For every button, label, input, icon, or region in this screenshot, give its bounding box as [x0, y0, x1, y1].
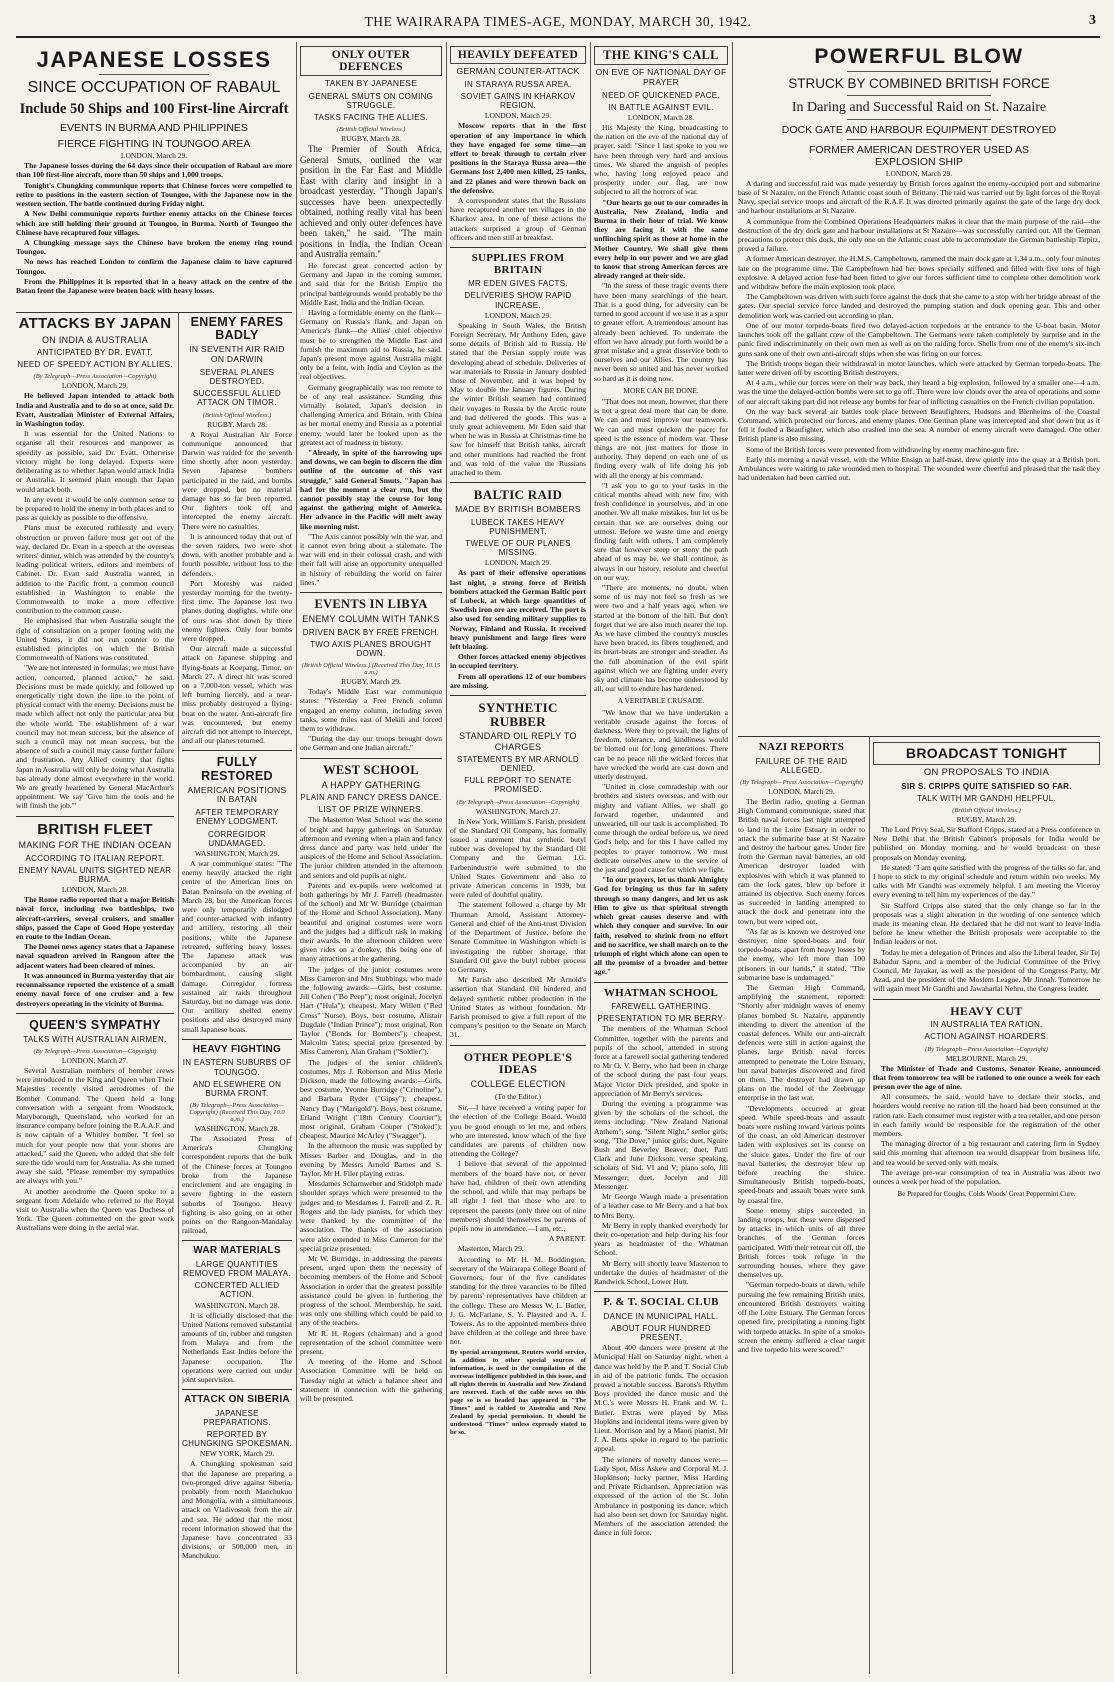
subhead: NEED OF SPEEDY ACTION BY ALLIES.: [17, 360, 173, 370]
headline: SYNTHETIC RUBBER: [478, 699, 558, 729]
paragraph: One of our motor torpedo-boats fired two delayed-action torpedoes at the entrance to the U-boat basin. Motor launches took off the gallant crew of the Campbeltown. The Germans were taken completely by surprise and in the panic fired indiscriminately on their own men as well as on the raiding force. Shells from one of the enemy's six-inch guns sank one of their own anti-aircraft ships when she was firing on our forces.: [738, 320, 1100, 358]
subhead: ACCORDING TO ITALIAN REPORT.: [25, 853, 165, 863]
paragraph: The Rome radio reported that a major British naval force, including two battleships, two aircraft-carriers, several cruisers, and smaller ships, passed the Cape of Good Hope yesterday en route to the Indian Ocean.: [16, 895, 174, 942]
story-broadcast-tonight: [873, 742, 1100, 994]
paragraph: The members of the Whatman School Committee, together with the parents and pupils of the school, attended in strong force at a farewell social gathering tendered to Mr O. V. Berry, who had been in charge of the school during the past four years. Major Victor Dick presided, and spoke in appreciation of Mr Berry's services.: [594, 1024, 728, 1098]
headline: BRITISH FLEET: [37, 820, 153, 838]
headline: BALTIC RAID: [473, 487, 563, 503]
paragraph: Mr Farish also described Mr Arnold's assertion that Standard Oil hindered and delayed synthetic rubber production in the United States as without foundation. Mr Farish promised to give a full report of the company's position to the Senate on March 31.: [450, 975, 586, 1040]
paragraph: From the Philippines it is reported that in a heavy attack on the centre of the Batan front the Japanese were beaten back with heavy losses.: [16, 276, 292, 295]
letter-signature: A PARENT.: [548, 1234, 586, 1244]
paragraph: The average pre-war consumption of tea in Australia was about two ounces a week per head of the population.: [873, 1167, 1100, 1187]
headline: WAR MATERIALS: [193, 1245, 281, 1257]
subhead: CONCERTED ALLIED ACTION.: [194, 1281, 280, 1300]
paragraph: A Chungking spokesman said that the Japanese are preparing a two-pronged drive against Siberia, probably from north Manchukuo and Mongolia, with a simultaneous attack on Vladivostok from the air and sea. He added that the most recent information showed that the Japanese have concentrated 33 divisions, or 500,000 men, in Manchukuo.: [182, 1459, 292, 1561]
subhead: SOVIET GAINS IN KHARKOV REGION.: [460, 92, 576, 111]
subhead: FORMER AMERICAN DESTROYER USED AS EXPLOSION SHIP: [809, 143, 1029, 168]
subhead: LIST OF PRIZE WINNERS.: [318, 805, 424, 815]
dateline: MELBOURNE, March 29.: [945, 1053, 1028, 1063]
paragraph: It is officially disclosed that the United Nations removed substantial amounts of tin, rubber and tungsten from Malaya and from the Netherlands East Indies before the Japanese occupation. The operations were carried out under joint supervision.: [182, 1310, 292, 1384]
wire-credit: (By Telegraph—Press Association—Copyright): [740, 778, 863, 786]
headline: HEAVY CUT: [950, 1003, 1023, 1018]
subhead: ACTION AGAINST HOARDERS.: [924, 1032, 1049, 1042]
story-fully-restored: [182, 756, 292, 1033]
subhead: IN EASTERN SUBURBS OF TOUNGOO.: [182, 1058, 292, 1077]
paragraph: The Premier of South Africa, General Smuts, outlined the war position in the Far East and Middle East with clarity and insight in a broadcast yesterday. "Though Japan's successes have been unexpectedly obtained, nothing really vital has been achieved and only outer defences have been taken," he said. "The main positions in India, the Indian Ocean and Australia remain.": [300, 144, 442, 260]
subhead: GENERAL SMUTS ON COMING STRUGGLE.: [308, 91, 434, 111]
paragraph: "During the day our troops brought down one German and one Italian aircraft.": [300, 734, 442, 753]
dateline: RUGBY, March 28.: [207, 419, 267, 429]
paragraph: "Our hearts go out to our comrades in Australia, New Zealand, India and Burma in their hour of trial. We know they are facing it with the same unflinching spirit as those at home in the Mother Country. We shall give them every help in our power and we are glad to know that strong American forces are already ranged at their side.: [594, 197, 728, 281]
headline: ATTACKS BY JAPAN: [18, 316, 172, 332]
dateline: NEW YORK, March 29.: [199, 1449, 275, 1459]
subhead: TAKEN BY JAPANESE: [324, 78, 418, 89]
subhead: SIR S. CRIPPS QUITE SATISFIED SO FAR.: [901, 781, 1072, 791]
headline: SUPPLIES FROM BRITAIN: [471, 252, 565, 276]
paragraph: Several Australian members of bomber crews were introduced to the King and Queen when Their Majesties recently visited aerodromes of the Bomber Command. The Queen held a long conversation with a sergeant from Woodstock, Maryborough, Queensland, who worked for an insurance company before joining the R.A.A.F. and is now captain of a Whitley bomber. "I feel so much for your people now that your shores are attacked," said the Queen, who added that she felt sure the tide would turn for Australia. As she turned away she said, "Please remember my sympathies are always with you.": [16, 1066, 174, 1186]
paragraph: A New Delhi communique reports further enemy attacks on the Chinese forces which are still holding their ground at Toungoo, in Burma. North of Toungoo the Chinese have recaptured four villages.: [16, 209, 292, 237]
paragraph: A correspondent states that the Russians have recaptured another ten villages in the Kharkov area. In one of these actions the attackers surprised a group of German officers and men still at breakfast.: [450, 196, 586, 242]
column-6a: [738, 742, 865, 1674]
paragraph: "That does not mean, however, that there is not a great deal more that can be done. We can and must improve our teamwork. We can and must quicken the pace; for speed is the essence of modern war. These things are not just matters for those in authority. They depend on each one of us finding every walk of life doing his job with all the energy at his command.: [594, 396, 728, 480]
subhead: TASKS FACING THE ALLIES.: [313, 113, 429, 123]
subhead: TWO AXIS PLANES BROUGHT DOWN.: [310, 639, 432, 658]
subhead: SINCE OCCUPATION OF RABAUL: [27, 79, 281, 97]
paragraph: From all operations 12 of our bombers are missing.: [450, 671, 586, 690]
paragraph: A former American destroyer, the H.M.S. Campbeltown, rammed the main dock gate at 1.34 a.m., only four minutes late on the programme time. The Campbeltown had her bows specially stiffened and filled with five tons of high explosive. A delayed action fuse had been fitted to give our forces sufficient time to complete other demolition work and withdraw before the main explosion took place.: [738, 254, 1100, 292]
paragraph: A Royal Australian Air Force communique announced that Darwin was raided for the seventh time shortly after noon yesterday. Seven Japanese bombers participated in the raid, and bombs were dropped, but no material damage has so far been reported. Our fighters took off and intercepted the enemy aircraft. There were no casualties.: [182, 429, 292, 531]
paragraph: Germany geographically was too remote to be of any real assistance. Standing thus virtually isolated, Japan's decision in challenging America and Britain, with China as her mortal enemy and Russia as a potential enemy, would later be looked upon as the greatest act of madness in history.: [300, 382, 442, 447]
headline: QUEEN'S SYMPATHY: [29, 1017, 161, 1032]
headline: ENEMY FARES BADLY: [190, 316, 284, 343]
story-powerful-blow: [738, 46, 1100, 734]
paragraph: "We know that we have undertaken a veritable crusade against the forces of darkness. Were they to prevail, the lights of freedom, tolerance, and kindliness would be blotted out for long generations. There can be no peace till the wicked forces that have wrecked the world are cast down and utterly destroyed.: [594, 707, 728, 782]
dateline: LONDON, March 29.: [885, 168, 953, 178]
paragraph: The Minister of Trade and Customs, Senator Keane, announced that from tomorrow tea will be rationed to one ounce a week for each person over the age of nine.: [873, 1063, 1100, 1092]
subhead: MADE BY BRITISH BOMBERS: [455, 503, 581, 514]
subhead: ABOUT FOUR HUNDRED PRESENT.: [611, 1323, 711, 1343]
column-1b: [182, 316, 292, 1674]
paragraph: "There are moments, no doubt, when some of us may not feel so fresh as we were two and a half years ago, when we started at the bottom of the hill. But don't forget that we are also much nearer the top. As we have climbed the country's muscles have been braced, its fibres toughened, and its heart-beats are stronger and steadier. As the full abomination of the evil spirit against which we are fighting under every sky and climate has become understood by all, our will to endure has hardened.: [594, 582, 728, 694]
headline: JAPANESE LOSSES: [36, 48, 272, 72]
story-only-outer-defences: [300, 46, 442, 587]
letter-heading: (To the Editor.): [495, 1092, 541, 1102]
subhead: LUBECK TAKES HEAVY PUNISHMENT.: [471, 517, 565, 536]
paragraph: The German High Command, amplifying the statement, reported: "Shortly after midnight waves of enemy planes bombed St. Nazaire, apparently intending to divert the attention of the coastal defences. While our anti-aircraft defences were still in action against the planes, large British naval forces attempted to penetrate the Loire Estuary, but naval batteries discovered and fired on them. The destroyer had drawn up plans on the model of the Zeebrugge enterprise in the last war.: [738, 982, 865, 1103]
paragraph: The British troops began their withdrawal in motor launches, which were attacked by German torpedo-boats. The latter were driven off by escorting British destroyers.: [738, 358, 1100, 377]
subhead: DRIVEN BACK BY FREE FRENCH.: [302, 627, 440, 637]
paragraph: The Lord Privy Seal, Sir Stafford Cripps, stated at a Press conference in New Delhi that the British Cabinet's proposals for India would be published on Monday morning, and he would broadcast on these proposals on Monday evening.: [873, 824, 1100, 862]
subhead: TALK WITH MR GANDHI HELPFUL.: [917, 793, 1056, 803]
dateline: LONDON, March 29.: [120, 151, 188, 161]
paragraph: Mr Berry will shortly leave Masterton to undertake the duties of headmaster of the Randwick School, Lower Hutt.: [594, 1258, 728, 1286]
story-enemy-fares-badly: [182, 316, 292, 745]
paragraph: No news has reached London to confirm the Japanese claim to have captured Toungoo.: [16, 257, 292, 276]
headline: ONLY OUTER DEFENCES: [300, 46, 442, 76]
paragraph: On the way back several air battles took place between Beaufighters, Hudsons and Blenheims of the Coastal Command, which protected our forces, and enemy planes. One German plane was intercepted and shot down but as it fell it fouled a Beaufighter, which also crashed into the sea. A number of enemy aircraft were damaged. One other British plane is also missing.: [738, 406, 1100, 444]
paragraph: "United in close comradeship with our brothers and sisters overseas, and with our mighty and valiant Allies, we shall go forward together, undaunted and unwearied, till our task is accomplished. To come through the ordeal before us, we need God's help, and for this I have called my peoples to prayer tomorrow. We must dedicate ourselves anew to the service of the just and good cause for which we fight.: [594, 782, 728, 875]
subhead: NEED OF QUICKENED PACE.: [602, 90, 720, 100]
paragraph: He believed Japan intended to attack both India and Australia and to do so at once, said Dr. Evatt, Australian Minister of External Affairs, in Washington today.: [16, 391, 174, 429]
headline: FULLY RESTORED: [201, 755, 273, 783]
subhead: EVENTS IN BURMA AND PHILIPPINES: [60, 122, 248, 135]
dateline: WASHINGTON, March 28.: [194, 1300, 280, 1310]
paragraph: "Developments occurred at great speed. While speed-boats and assault boats were rushing toward various points of the coast, an old American destroyer laden with explosives set its course on the sluice gates. Under the fire of our naval batteries, the destroyer blew up before reaching the sluice. Simultaneously British torpedo-boats, speed-boats and assault boats were sunk by coastal fire.: [738, 1103, 865, 1205]
subhead: DELIVERIES SHOW RAPID INCREASE.: [464, 291, 572, 310]
dateline: WASHINGTON, March 27.: [475, 806, 561, 816]
paragraph: "I ask you to go to your tasks in the critical months ahead with new fire, with fresh confidence in yourselves, and in one another. We all make mistakes, but let us be certain that we are ourselves doing our utmost. Before we waste time and energy finding fault with others, I am completely sure that however steep or stony the path ahead of us may be, we shall continue, as always in our history, resolute and cheerful on our way.: [594, 480, 728, 582]
subhead: LARGE QUANTITIES REMOVED FROM MALAYA.: [183, 1259, 291, 1278]
headline: NAZI REPORTS: [758, 742, 845, 753]
paragraph: Speaking in South Wales, the British Foreign Secretary, Mr Anthony Eden, gave some details of British aid to Russia. He stated that the Persian supply route was developing ahead of schedule. Deliveries of war materials to Russia in January doubled those of November, and it was hoped by May to double the January figures. During the winter British seamen had continued their voyages to Russia by the Arctic route and had delivered the goods. This was a truly great achievement. Mr Eden said that when he was in Russia at Christmas time he saw for himself that British tanks, aircraft and other munitions had reached the front and was told of the value the Russians attached to them.: [450, 320, 586, 477]
paragraph: Masterton, March 29.: [458, 1244, 524, 1254]
headline: WEST SCHOOL: [323, 762, 419, 777]
masthead-title: THE WAIRARAPA TIMES-AGE, MONDAY, MARCH 30, 1942.: [364, 14, 752, 29]
subhead: IN STARAYA RUSSA AREA.: [464, 79, 572, 89]
paragraph: Our aircraft made a successful attack on Japanese shipping and flying-boats at Koepang, Timor, on March 27. A direct hit was scored on a 7,000-ton vessel, which was left burning fiercely, and a near-miss probably destroyed a flying-boat on the water. Anti-aircraft fire was encountered, but enemy aircraft did not attempt to intercept, and all our planes returned.: [182, 644, 292, 746]
dateline: LONDON, March 29.: [484, 310, 552, 320]
paragraph: "German torpedo-boats at dawn, while pursuing the few remaining British units, encountered British destroyers waiting off the Loire Estuary. The German forces opened fire, precipitating a running fight with torpedo attacks. In spite of a smoke-screen the enemy suffered a clear target and five torpedo hits were scored.": [738, 1280, 865, 1354]
paragraph: Plans must be executed ruthlessly and every obstruction or proven failure must get out of the way, declared Dr. Evatt in a speech at the overseas writers' dinner, which was attended by the country's leading political writers, editors and members of Cabinet. Dr. Evatt said Australia wanted, in addition to the Pacific front, a common council established in Washington to enable the Commonwealth to make a more effective contribution to the common cause.: [16, 523, 174, 616]
paragraph: At another aerodrome the Queen spoke to a sergeant from Adelaide who referred to the Royal visit to Australia when the Queen was Duchess of York. The Queen commented on the great work Australians were doing in the aerial war.: [16, 1186, 174, 1233]
wire-credit: (By Telegraph—Press Association—Copyright): [33, 373, 157, 381]
wire-credit: (By Telegraph—Press Association—Copyright): [925, 1045, 1048, 1053]
subhead: MAKING FOR THE INDIAN OCEAN: [18, 840, 172, 851]
crosshead: A VERITABLE CRUSADE.: [617, 696, 705, 706]
headline: THE KING'S CALL: [594, 46, 728, 65]
dateline: RUGBY, March 28.: [341, 134, 401, 144]
subhead: DOCK GATE AND HARBOUR EQUIPMENT DESTROYED: [781, 123, 1057, 136]
paragraph: Mesdames Scharnweber and Stidolph made shoulder sprays which were presented to the judges and to Mesdames J. Farrell and Z. R. Rogers and the lady pianists, for which they were thanked by the committee of the association. The thanks of the association were also extended to Miss Cameron for the special prize presented.: [300, 1179, 442, 1253]
paragraph: Some of the British forces were prevented from withdrawing by enemy machine-gun fire.: [746, 444, 1019, 454]
column-rule: [296, 42, 297, 1674]
story-other-peoples-ideas: [450, 1051, 586, 1437]
advertisement: Be Prepared for Coughs, Colds Woods' Great Peppermint Cure.: [897, 1190, 1076, 1199]
subhead: TWELVE OF OUR PLANES MISSING.: [465, 538, 571, 558]
story-kings-call: [594, 46, 728, 977]
paragraph: In any event it would be only common sense to be prepared to hold the enemy in both places and to pass as quickly as possible to the offensive.: [16, 494, 174, 523]
subhead: ON INDIA & AUSTRALIA: [41, 334, 149, 345]
paragraph: His Majesty the King, broadcasting to the nation on the eve of the national day of prayer, said: "Since I last spoke to you we have been through very hard and anxious times. We shared the anguish of peoples who, having long enjoyed peace and prosperity under our flag, are now subjected to all the horrors of war.: [594, 123, 728, 197]
column-6b: [873, 742, 1100, 1674]
paragraph: "Already, in spite of the harrowing ups and downs, we can begin to discern the dim outline of the outcome of this vast struggle," said General Smuts. "Japan has had for the moment a clear run, but the cannot possibly stay the course for long against the gathering might of America. Her advance in the Pacific will melt away like morning mist.: [300, 448, 442, 531]
crosshead: MORE CAN BE DONE.: [623, 385, 699, 395]
paragraph: A daring and successful raid was made yesterday by British forces against the enemy-occupied port and submarine base of St Nazaire, on the French Atlantic coast south of Brittany. The raid was carried out by light forces of the Royal Navy, special service troops and aircraft of the R.A.F. It was directed primarily against the gate of the large dry dock and harbour installations at St Nazaire.: [738, 178, 1100, 216]
story-attack-on-siberia: [182, 1395, 292, 1560]
subhead: AFTER TEMPORARY ENEMY LODGMENT.: [195, 808, 279, 827]
paragraph: Moscow reports that in the first operation of any importance in which they have engaged for some time—an effort to break through to certain river positions in the Staraya Russa area—the Germans lost 2,400 men killed, 25 tanks, and 22 planes and were thrown back on the defensive.: [450, 121, 586, 195]
masthead: [16, 8, 1100, 38]
paragraph: He stated: "I am quite satisfied with the progress of the talks so far, and I hope to stick to my original schedule and return within two weeks. My talks with Mr Gandhi was extremely helpful. I am meeting the Viceroy every evening to tell him my experiences of the day.": [873, 862, 1100, 900]
dateline: LONDON, March 29.: [484, 558, 552, 568]
subhead: IN AUSTRALIA TEA RATION.: [930, 1020, 1043, 1030]
headline: P. & T. SOCIAL CLUB: [603, 1296, 719, 1309]
footnote: By special arrangement, Reuters world service, in addition to other special sources of information, is used in the compilation of the overseas intelligence published in this issue, and all rights therein in Australia and New Zealand are reserved. Each of the cable news on this page so is so headed has appeared in "The Times" and is cabled to Australia and New Zealand by special permission. It should be understood "Times" unless expressly stated to be so.: [450, 1348, 586, 1436]
subhead: DANCE IN MUNICIPAL HALL.: [603, 1311, 719, 1321]
subhead: JAPANESE PREPARATIONS.: [203, 1408, 271, 1427]
paragraph: A meeting of the Home and School Association Committee will be held on Tuesday night at which a balance sheet and statement in connection with the gathering will be presented.: [300, 1357, 442, 1403]
column-rule: [446, 42, 447, 1674]
story-events-in-libya: [300, 598, 442, 752]
paragraph: Having a formidable enemy on the flank—Germany on Russia's flank, and Japan on America's flank—the Allies' chief objective must be to strengthen the Middle East and furnish the maximum aid to Russia, he said. Japan's present move against Australia might only be a feint, with India and Ceylon as the real objectives.: [300, 307, 442, 382]
headline: HEAVILY DEFEATED: [450, 46, 586, 64]
subhead: PLAIN AND FANCY DRESS DANCE.: [300, 792, 442, 802]
paragraph: Some enemy ships succeeded in landing troops, but these were dispersed by attacks in which units of all three branches of the German forces participated. With their retreat cut off, the British forces took refuge in the surrounding houses, where they gave themselves up.: [738, 1205, 865, 1280]
wire-credit: (British Official Wireless.): [952, 806, 1021, 814]
paragraph: "In the stress of these tragic events there have been many searchings of the heart. That is a good thing, for adversity can be turned to good account if we use it as a spur to greater effort. A tremendous amount has already been achieved. To underrate the effort we have already put forth would be a great mistake and a great disservice both to ourselves and our Allies. The country has never been so united and has never worked so hard as it is doing now.: [594, 281, 728, 383]
column-rule: [869, 737, 870, 1674]
paragraph: All consumers, he said, would have to declare their stocks, and hoarders would receive no ration till the hoard had been consumed at the ration rate. Each consumer must register with a tea retailer, and one person in each family would be responsible for the registration of the other members.: [873, 1092, 1100, 1139]
subhead: ON EVE OF NATIONAL DAY OF PRAYER: [595, 67, 727, 87]
paragraph: "The Axis cannot possibly win the war, and it cannot even bring about a stalemate. The war will end in their colossal crash, and with their fall will arise an opportunity unequalled in history of rebuilding the world on fairer lines.": [300, 531, 442, 587]
subhead: FAREWELL GATHERING.: [611, 1002, 711, 1012]
column-5: [594, 46, 728, 1674]
paragraph: It was essential for the United Nations to organise all their resources and manpower as speedily as possible, said Dr. Evatt. Otherwise victory might be long delayed. Experts were deliberating as to whether Japan would attack India or Australia. It seemed plain enough that Japan would attack both.: [16, 429, 174, 494]
paragraph: Mr R. H. Rogers (chairman) and a good representation of the school committee were present.: [300, 1328, 442, 1356]
subhead: STRUCK BY COMBINED BRITISH FORCE: [788, 76, 1050, 92]
paragraph: Parents and ex-pupils were welcomed at both gatherings by Mr J. Farrell (headmaster of the school) and Mr W. Burridge (chairman of the Home and School Association). Many beautiful and original costumes were worn and the judges had a difficult task in making their awards. In the afternoon children were given rides on a donkey, this being one of many attractions at the gathering.: [300, 880, 442, 964]
subhead: IN BATTLE AGAINST EVIL.: [608, 102, 714, 112]
dateline: RUGBY, March 29.: [341, 677, 401, 687]
dateline: LONDON, March 27.: [61, 1056, 129, 1066]
subhead: FIERCE FIGHTING IN TOUNGOO AREA: [57, 138, 251, 151]
story-whatman-school: [594, 988, 728, 1287]
story-supplies-from-britain: [450, 253, 586, 477]
column-1a: [16, 316, 174, 1674]
column-rule: [732, 42, 733, 1674]
wire-credit: (By Telegraph—Press Association—Copyright) (Received This Day, 10.0 a.m.): [189, 1102, 285, 1124]
story-war-materials: [182, 1246, 292, 1384]
wire-credit: (British Official Wireless.) (Received This Day, 10.15 a.m.): [301, 662, 441, 677]
dateline: WASHINGTON, March 29.: [194, 848, 280, 858]
paragraph: He forecast great concerted action by Germany and Japan in the coming summer, and said that for the British Empire the principal battlegrounds would probably be the Middle East, India and the Indian Ocean.: [300, 260, 442, 307]
wire-credit: (British Official Wireless.): [336, 126, 406, 134]
paragraph: Port Moresby was raided yesterday morning for the twenty-first time. The Japanese lost two planes during dogfights, while one of ours was shot down by three enemy fighters. Only four bombs were dropped.: [182, 578, 292, 643]
dateline: LONDON, March 29.: [484, 111, 552, 121]
wire-credit: (By Telegraph—Press Association—Copyright): [456, 798, 580, 806]
wire-credit: (By Telegraph—Press Association—Copyright): [33, 1048, 157, 1056]
column-4: [450, 46, 586, 1674]
subhead: FULL REPORT TO SENATE PROMISED.: [464, 776, 572, 795]
dateline: LONDON, March 29.: [768, 786, 835, 796]
paragraph: The Campbeltown was driven with such force against the dock that she came to a stop with her bridge abreast of the gates. Our special service force landed and destroyed the pumping station and dock opening gear. This and other demolition work was carried out according to plan.: [738, 292, 1100, 320]
paragraph: In New York, William S. Farish, president of the Standard Oil Company, has formally issued a statement that synthetic butyl rubber was developed by the Standard Oil Company and the German I.G. Farbenindustrie were submitted to the United States Government and also to private American concerns in 1939, but were ruled of doubtful quality.: [450, 816, 586, 900]
paragraph: It is announced today that out of the seven raiders, two were shot down, with another probable and a fourth possible, without loss to the defenders.: [182, 531, 292, 578]
paragraph: The statement followed a charge by Mr Thurman Arnold, Assistant Attorney-General and chief of the Anti-trust Division of the Department of Justice, before the Senate Committee in Washington which is investigating the rubber shortage, that Standard Oil gave the butyl rubber process to Germany.: [450, 900, 586, 974]
paragraph: The judges of the junior costumes were Miss Cameron and Mrs Stubbings, who made the following awards:—Girls, best costume, Jill Cohen ("Bo Peep"); most original, Jocelyn Hart ("Hula"); cheapest, Mary Willett ("Red Cross" Nurse). Boys, best costume, Alistair Dugdale ("Indian Prince"); most original, Ron Taylor ("Bonds for Bombers"); cheapest, Malcolm Yates; special prize (presented by Miss Cameron), Alan Graham ("Soldier").: [300, 964, 442, 1057]
story-british-fleet: [16, 822, 174, 1008]
paragraph: Sir,—I have received a voting paper for the election of the College Board. Would you be good enough to let me, and others who are interested, know which of the five candidates are parents of children now attending the College?: [450, 1103, 586, 1159]
story-heavily-defeated: [450, 46, 586, 242]
paragraph: The managing director of a big restaurant and catering firm in Sydney said this morning that afternoon tea would disappear from business life, and tea would be served only with meals.: [873, 1139, 1100, 1167]
headline: POWERFUL BLOW: [814, 46, 1024, 68]
paragraph: During the evening a programme was given by the scholars of the school, the items including: "New Zealand National Anthem"; song, "Silent Night," senior girls; song, "The Dove," junior girls; duet, Nguire Bush and Beverley Beaver; duet, Patti Clark and June Dickson; verse speaking, scholars of Std. VI and V; piano solo, Jill Messenger; duet, Jocelyn and Jill Messenger.: [594, 1099, 728, 1191]
subhead: PRESENTATION TO MR BERRY.: [597, 1014, 725, 1024]
subhead: Include 50 Ships and 100 First-line Aircraft: [19, 101, 289, 118]
paragraph: "We are not interested in formulas; we must have action, concerted, planned action," he said. Decisions must be made quickly, and followed up energetically right down the line to the point of physical contact with the enemy. Decisions must be made which affect not only the particular area but the whole world. The establishment of a war council may not mean success, but the absence of such a council may not mean success, but the absence of such a council may cause further failure and frustration. Any Allied country that fights Japan in Australia will only be doing what Australia has already done almost everywhere in the world. We are greatly heartened by General MacArthur's appointment. We say 'Give him the tools and he will finish the job.'": [16, 663, 174, 811]
subhead: ON PROPOSALS TO INDIA: [923, 766, 1050, 778]
subhead: STANDARD OIL REPLY TO CHARGES: [459, 731, 577, 752]
paragraph: Mr George Waugh made a presentation of a leather case to Mr Berry and a hat box to Mrs Berry.: [594, 1192, 728, 1220]
paragraph: As part of their offensive operations last night, a strong force of British bombers attacked the German Baltic port of Lubeck, at which large quantities of Swedish iron ore are received. The port is also used for sending military supplies to Norway, Finland and Russia. It received heavy punishment and large fires were left blazing.: [450, 568, 586, 651]
subhead: In Daring and Successful Raid on St. Nazaire: [791, 99, 1047, 115]
dateline: RUGBY, March 29.: [956, 814, 1017, 824]
subhead: FAILURE OF THE RAID ALLEGED.: [755, 756, 848, 775]
story-japanese-losses: [16, 48, 292, 310]
story-attacks-by-japan: [16, 316, 174, 811]
dateline: LONDON, March 28.: [627, 113, 695, 123]
story-west-school: [300, 764, 442, 1404]
column-rule: [590, 42, 591, 1674]
subhead: ENEMY NAVAL UNITS SIGHTED NEAR BURMA.: [18, 865, 172, 885]
subhead: SUCCESSFUL ALLIED ATTACK ON TIMOR.: [193, 389, 281, 408]
story-synthetic-rubber: [450, 701, 586, 1040]
paragraph: The winners of novelty dances were:—Lady Spot, Miss Askew and Corporal M. J. Hopkinson; lucky partner, Miss Harding and Private Richardson. Appreciation was expressed of the action of the St. John Ambulance in postponing its dance, which had also been set down for Saturday night. Members of the association attended the dance in full force.: [594, 1454, 728, 1538]
subhead: STATEMENTS BY MR ARNOLD DENIED.: [456, 754, 580, 774]
paragraph: He emphasised that when Australia sought the right of consultation on a proper footing with the United States, it did not run counter to the established principles on which the British Commonwealth of Nations was constituted.: [16, 616, 174, 663]
paragraph: The Domei news agency states that a Japanese naval squadron arrived in Rangoon after the adjacent waters had been cleared of mines.: [16, 942, 174, 970]
paragraph: According to Mr H. M. Boddington, secretary of the Wairarapa College Board of Governors, four of the five candidates standing for the three vacancies to be filled by parents' representatives have children at the college. These are Messrs W. L. Butler, J. G. McFarlane, S. Y. Playsted and A. J. Towers. As to the appointed members three have children at the college and three have not.: [450, 1254, 586, 1347]
paragraph: Mr Berry in reply thanked everybody for their co-operation and help during his four years as headmaster of the Whatman School.: [594, 1220, 728, 1258]
subhead: ANTICIPATED BY DR. EVATT.: [36, 348, 154, 358]
story-nazi-reports: [738, 742, 865, 1354]
paragraph: Tonight's Chungking communique reports that Chinese forces were compelled to retire to positions in the eastern section of Toungoo, with the Japanese now in the western section. The battle continued during Friday night.: [16, 180, 292, 209]
paragraph: The Japanese losses during the 64 days since their occupation of Rabaul are more than 100 first-line aircraft, more than 50 ships and 1,000 troops.: [16, 161, 292, 180]
headline: ATTACK ON SIBERIA: [184, 1394, 290, 1406]
headline: OTHER PEOPLE'S IDEAS: [463, 1049, 573, 1077]
paragraph: The judges of the senior children's costumes, Mrs J. Robertson and Miss Merle Dickson, made the following awards:—Girls, best costume, Yvonne Burridge ("Crinoline"), and Barbara Ryder ("Gipsy"); cheapest, Nancy Day ("Marigold"). Boys, best costume, Erland Wright ("18th Century Courtier"); most original, Graham Couper ("Stoked"); cheapest, Maurice McArley ("Swagger").: [300, 1057, 442, 1141]
paragraph: I believe that several of the appointed members of the board have not, or never have had, children of their own attending the school, and while that may perhaps be all right I feel that those who are to represent the parents (only three out of nine members) should themselves be parents of pupils now in attendance.—I am, etc.,: [450, 1159, 586, 1233]
paragraph: "In our prayers, let us thank Almighty God for bringing us thus far in safety through so many dangers, and let us ask Him to give us that spiritual strength which great causes deserve and with which they conquer and survive. In our faith, resolved to shrink from no effort and no sacrifice, we shall march on to the triumph of right which alone can open to all the promise of a broader and better age.": [594, 875, 728, 977]
story-baltic-raid: [450, 488, 586, 690]
subhead: AND ELSEWHERE ON BURMA FRONT.: [192, 1079, 282, 1098]
paragraph: Early this morning a naval vessel, with the White Ensign at half-mast, drew quietly into the quay at a British port. Ambulances were waiting to take wounded men to hospital. The wounded were cheerful and pleased that the task they had undertaken had been carried out.: [738, 454, 1100, 483]
paragraph: About 400 dancers were present at the Municipal Hall on Saturday night, when a dance was held by the P. and T. Social Club in aid of the patriotic funds. The occasion proved a notable success. Barons's Rhythm Boys provided the dance music and the M.C.'s were Messrs H. Frank and W. L. Butler. Extras were played by Miss Hopkins and incidental items were given by Lieut. Morrison and by a Maori pianist. Mr J. A. Betts spoke in regard to the patriotic appeal.: [594, 1343, 728, 1454]
story-heavy-cut: [873, 1005, 1100, 1200]
dateline: LONDON, March 28.: [61, 885, 129, 895]
paragraph: Today's Middle East war communique states: "Yesterday a Free French column engaged an enemy column, including seven tanks, some miles east of Mekili and forced them to withdraw.: [300, 687, 442, 733]
headline: WHATMAN SCHOOL: [603, 986, 719, 999]
paragraph: A war communique states: "The enemy heavily attacked the right centre of the American lines on Batan Peninsula on the evening of March 28, but the American forces were only temporarily dislodged and counter-attacked with infantry and artillery, restoring all their positions, while the Japanese retreated, suffering heavy losses. The Japanese attack was accompanied by an air bombardment, causing slight damage. Corregidor fortress sustained air raids throughout Saturday, but no damage was done. Our artillery shelled enemy positions and also destroyed many small Japanese boats.: [182, 858, 292, 1034]
subhead: MR EDEN GIVES FACTS.: [468, 279, 568, 289]
paragraph: The Berlin radio, quoting a German High Command communique, stated that British naval forces last night attempted to land in the Loire Estuary in order to attack the submarine base at St Nazaire and destroy the harbour gates. Under fire from the German naval batteries, an old American destroyer loaded with explosives with which it was planned to ram the lock gates, blew up before it attained its objective. Such enemy forces as succeeded in landing attempted to attack the dock and penetrate into the town, but were wiped out.: [738, 796, 865, 926]
headline: HEAVY FIGHTING: [192, 1043, 282, 1055]
subhead: TALKS WITH AUSTRALIAN AIRMEN.: [23, 1034, 167, 1044]
story-body: [16, 160, 292, 295]
paragraph: Sir Stafford Cripps also stated that the only change so far in the proposals was a slight alteration in the wording of one sentence which made its meaning clear. He declared that he did not want to leave India before he knew whether the British proposals were acceptable to the Indian leaders or not.: [873, 900, 1100, 947]
paragraph: At 4 a.m., while our forces were on their way back, they heard a big explosion, followed by a smaller one—4 a.m. was the time the delayed-action bombs were set to go off. There were low clouds over the area of operations and some of our aircraft taking part did not release any bombs for fear of inflicting casualties on the French civilian population.: [738, 378, 1100, 406]
paragraph: It was announced in Burma yesterday that air reconnaissance reported the existence of a small enemy naval force of one cruiser and a few destroyers operating in the vicinity of Burma.: [16, 970, 174, 1008]
paragraph: Other forces attacked enemy objectives in occupied territory.: [450, 652, 586, 671]
paragraph: Today he met a delegation of Princes and also the Liberal leader, Sir Tej Bahadur Sapru, and a member of the Judicial Committee of the Privy Council, Mr Jayakar, as well as the president of the Congress Party, Mr Azad, and the president of the Moslem League, Mr Jinnah. Tomorrow he will again meet Mr Gandhi and Jawaharlal Nehru, the Congress leader.: [873, 947, 1100, 994]
column-3: [300, 46, 442, 1674]
page-number: 3: [1089, 13, 1096, 28]
paragraph: A Chungking message says the Chinese have broken the enemy ring round Toungoo.: [16, 237, 292, 257]
subhead: COLLEGE ELECTION: [470, 1078, 566, 1089]
subhead: GERMAN COUNTER-ATTACK: [456, 66, 580, 77]
story-heavy-fighting: [182, 1045, 292, 1235]
paragraph: A communique from the Combined Operations Headquarters makes it clear that the main purpose of the raid—the destruction of the dry dock gate and harbour installations at St Nazaire—was successfully carried out. All the German precautions to protect this dock, the only one on the Atlantic coast able to accommodate the German battleship Tirpitz, proved a failure.: [738, 216, 1100, 254]
paragraph: The Associated Press of America's Chungking correspondent reports that the bulk of the Chinese forces at Toungoo broke from the Japanese encirclement and are engaging in severe fighting in the eastern suburbs of Toungoo. Heavy fighting is also going on at other points on the Rangoon-Mandalay railroad.: [182, 1134, 292, 1236]
subhead: A HAPPY GATHERING: [321, 779, 421, 790]
dateline: WASHINGTON, March 28.: [194, 1124, 280, 1134]
subhead: REPORTED BY CHUNGKING SPOKESMAN.: [182, 1430, 292, 1449]
paragraph: "As far as is known we destroyed one destroyer, nine speed-boats and four torpedo-boats, apart from heavy losses by the enemy, who left more than 100 prisoners in our hands," it stated. "The submarine base is undamaged.": [738, 926, 865, 982]
subhead: AMERICAN POSITIONS IN BATAN: [187, 784, 287, 805]
paragraph: The Masterton West School was the scene of bright and happy gatherings on Saturday afternoon and evening when a plain and fancy dress dance and party was held under the auspices of the Home and School Association. The junior children attended in the afternoon and seniors and old pupils at night.: [300, 815, 442, 880]
column-rule: [178, 312, 179, 1674]
story-queens-sympathy: [16, 1019, 174, 1233]
dateline: LONDON, March 29.: [61, 381, 129, 391]
story-pt-social-club: [594, 1297, 728, 1537]
subhead: SEVERAL PLANES DESTROYED.: [199, 367, 275, 386]
subhead: ENEMY COLUMN WITH TANKS: [302, 614, 440, 625]
wire-credit: (British Official Wireless.): [202, 411, 272, 419]
subhead: IN SEVENTH AIR RAID ON DARWIN: [189, 344, 285, 365]
paragraph: In the afternoon the music was supplied by Misses Barber and Douglas, and in the evening by Messrs Arnold Barnes and S. Taylor, Mr H. Filer playing extras.: [300, 1141, 442, 1179]
headline: BROADCAST TONIGHT: [873, 742, 1100, 765]
subhead: CORREGIDOR UNDAMAGED.: [207, 829, 267, 848]
paragraph: Mr W. Burridge, in addressing the parents present, urged upon them the necessity of becoming members of the Home and School Association in order that the greatest possible assistance could be given in furthering the progress of the school. Membership, he said, was only one shilling which could be paid to any of the teachers.: [300, 1253, 442, 1328]
headline: EVENTS IN LIBYA: [314, 597, 428, 612]
